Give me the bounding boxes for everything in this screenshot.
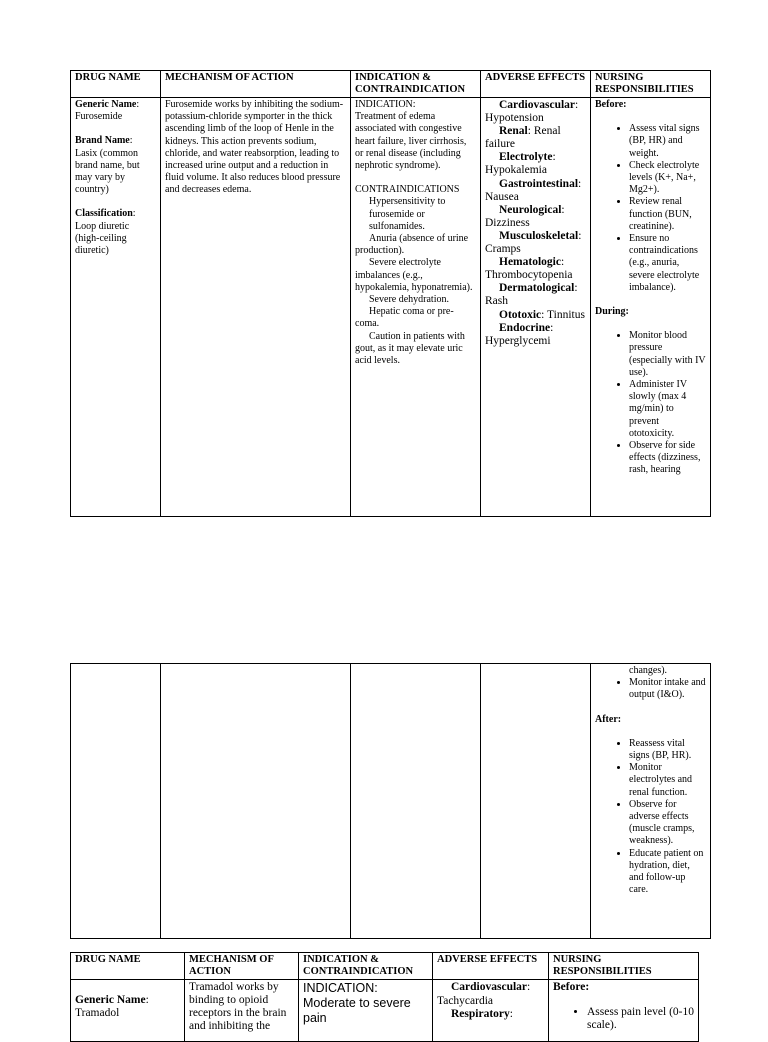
adverse-effect: Cardiovascular: Hypotension — [485, 99, 579, 125]
adverse-effect: Cardiovascular: — [451, 981, 531, 993]
continued-text: changes). — [629, 665, 668, 676]
after-label: After: — [595, 713, 622, 725]
empty-cell — [161, 664, 351, 939]
drug-name-cell: Generic Name: Tramadol — [71, 980, 185, 1042]
list-item: • Educate patient on hydration, diet, and follow-up care. — [629, 848, 706, 897]
adverse-effect: Renal: Renal failure — [485, 125, 561, 151]
table-header-row — [71, 71, 711, 98]
header-nursing: NURSING RESPONSIBILITIES — [549, 953, 699, 980]
mechanism-cell: Furosemide works by inhibiting the sodium-potassium-chloride symporter in the thick ascending limb of the loop of Henle in the kidneys. This action prevents sodium, chloride, and water reabsorption, leading to increased urine output and a reduction in fluid volume. It also reduces blood pressure and decreases edema. — [161, 98, 351, 517]
generic-name-label: Generic Name — [75, 99, 137, 110]
indication-cell — [351, 98, 481, 517]
contraindication-item: Hepatic coma or pre-coma. — [355, 306, 454, 330]
before-label: Before: — [553, 981, 590, 993]
adverse-effect: Musculoskeletal: Cramps — [485, 229, 582, 256]
adverse-effect: Dermatological: Rash — [485, 282, 578, 308]
header-indication: INDICATION & CONTRAINDICATION — [351, 71, 481, 98]
after-list — [595, 738, 706, 897]
adverse-effect: Respiratory: — [451, 1008, 513, 1020]
list-item: • Monitor electrolytes and renal function. — [629, 762, 706, 799]
during-list-continued — [595, 677, 706, 701]
list-item: • Observe for adverse effects (muscle cramps, weakness). — [629, 799, 706, 848]
list-item: • Monitor blood pressure (especially with IV use). — [629, 330, 706, 379]
contraindications-label: CONTRAINDICATIONS — [355, 184, 460, 196]
header-adverse-effects: ADVERSE EFFECTS — [433, 953, 549, 980]
contraindication-item: Severe electrolyte imbalances (e.g., hypokalemia, hyponatremia). — [355, 257, 473, 293]
adverse-effects-cell — [481, 98, 591, 517]
empty-cell — [71, 664, 161, 939]
indication-cell: INDICATION: Moderate to severe pain — [299, 980, 433, 1042]
adverse-effect: Neurological: Dizziness — [485, 203, 565, 229]
header-mechanism: MECHANISM OF ACTION — [185, 953, 299, 980]
before-label: Before: — [595, 99, 627, 110]
brand-name-label: Brand Name — [75, 135, 130, 147]
table-header-row — [71, 953, 699, 980]
indication-label: INDICATION: — [355, 99, 416, 110]
list-item: • Check electrolyte levels (K+, Na+, Mg2+). — [629, 160, 706, 197]
list-item: • Review renal function (BUN, creatinine). — [629, 196, 706, 233]
header-nursing: NURSING RESPONSIBILITIES — [591, 71, 711, 98]
header-drug-name: DRUG NAME — [71, 953, 185, 980]
generic-name-value: Furosemide — [75, 111, 123, 123]
during-list — [595, 330, 706, 476]
before-list — [595, 123, 706, 294]
drug-table-tramadol — [70, 952, 699, 1042]
mechanism-cell: Tramadol works by binding to opioid receptors in the brain and inhibiting the — [185, 980, 299, 1042]
empty-cell — [481, 664, 591, 939]
adverse-effect: Hematologic: Thrombocytopenia — [485, 256, 573, 282]
table-row — [71, 98, 711, 517]
header-mechanism: MECHANISM OF ACTION — [161, 71, 351, 98]
list-item: • Assess vital signs (BP, HR) and weight. — [629, 123, 706, 160]
brand-name-value: Lasix (common brand name, but may vary by country) — [75, 147, 140, 196]
drug-name-cell: Generic Name: Furosemide Brand Name: Lasix (common brand name, but may vary by country) Classification: Loop diuretic (high-ceiling diuretic) — [71, 98, 161, 517]
classification-value: Loop diuretic (high-ceiling diuretic) — [75, 220, 130, 257]
before-list — [553, 1006, 694, 1032]
drug-table-continuation — [70, 663, 711, 939]
adverse-effects-cell — [433, 980, 549, 1042]
list-item: • Administer IV slowly (max 4 mg/min) to prevent ototoxicity. — [629, 379, 706, 440]
nursing-cell — [591, 98, 711, 517]
adverse-effect-value: Tachycardia — [437, 994, 494, 1007]
contraindication-item: Hypersensitivity to furosemide or sulfonamides. — [369, 196, 446, 232]
generic-name-label: Generic Name — [75, 994, 146, 1006]
adverse-effect: Endocrine: Hyperglycemi — [485, 321, 554, 347]
generic-name-value: Tramadol — [75, 1007, 120, 1019]
header-adverse-effects: ADVERSE EFFECTS — [481, 71, 591, 98]
contraindication-item: Anuria (absence of urine production). — [355, 233, 469, 257]
header-drug-name: DRUG NAME — [71, 71, 161, 98]
nursing-cell — [549, 980, 699, 1042]
list-item: • Ensure no contraindications (e.g., anuria, severe electrolyte imbalance). — [629, 233, 706, 294]
list-item: • Observe for side effects (dizziness, rash, hearing — [629, 440, 706, 477]
header-indication: INDICATION & CONTRAINDICATION — [299, 953, 433, 980]
nursing-cell-continued — [591, 664, 711, 939]
adverse-effect: Ototoxic: Tinnitus — [499, 308, 585, 321]
classification-label: Classification — [75, 208, 133, 220]
list-item: • Assess pain level (0-10 scale). — [587, 1006, 694, 1032]
table-row — [71, 664, 711, 939]
indication-text: Treatment of edema associated with congestive heart failure, liver cirrhosis, or renal disease (including nephrotic syndrome). — [355, 111, 467, 172]
adverse-effect: Gastrointestinal: Nausea — [485, 177, 582, 203]
empty-cell — [351, 664, 481, 939]
drug-table-furosemide — [70, 70, 711, 517]
adverse-effect: Electrolyte: Hypokalemia — [485, 151, 556, 177]
list-item: • Monitor intake and output (I&O). — [629, 677, 706, 701]
list-item: • Reassess vital signs (BP, HR). — [629, 738, 706, 762]
during-label: During: — [595, 306, 629, 318]
table-row — [71, 980, 699, 1042]
contraindication-item: Caution in patients with gout, as it may elevate uric acid levels. — [355, 330, 465, 367]
contraindication-item: Severe dehydration. — [369, 294, 449, 306]
